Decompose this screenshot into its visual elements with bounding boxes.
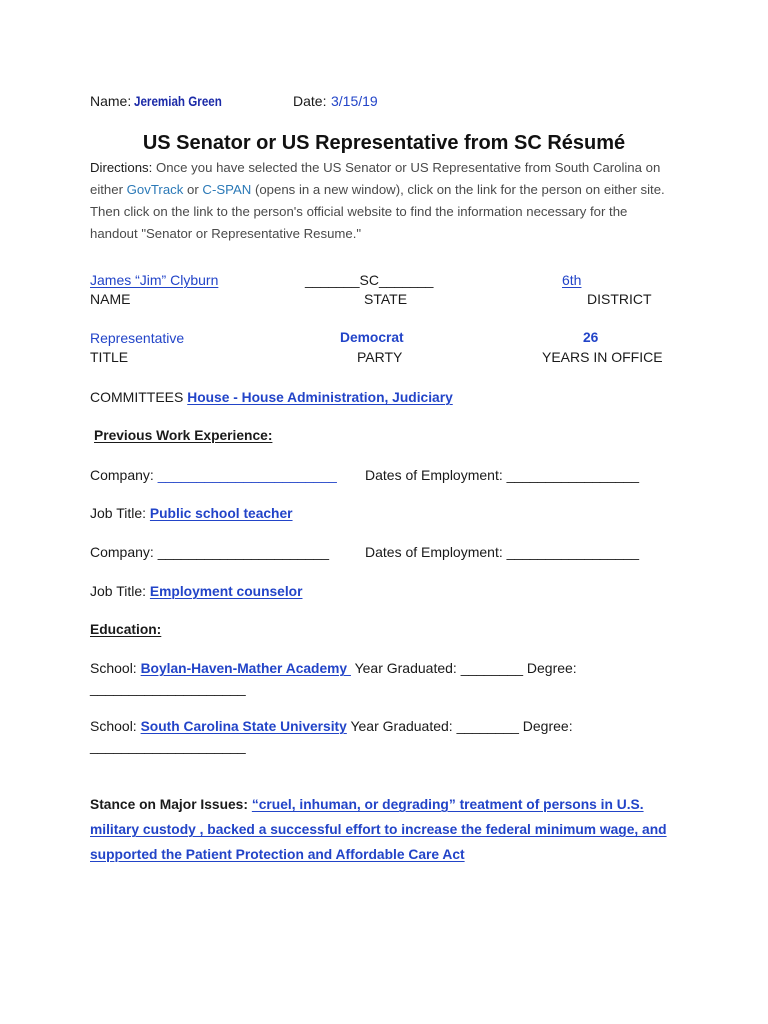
school-label: School: — [90, 718, 137, 734]
date-value: 3/15/19 — [331, 93, 378, 109]
dates-row — [365, 466, 639, 484]
page-title: US Senator or US Representative from SC Résumé — [142, 132, 626, 154]
directions-label: Directions: — [90, 160, 153, 175]
directions-text: or — [187, 182, 199, 197]
job-title-label: Job Title: — [90, 583, 147, 599]
education-heading: Education: — [90, 622, 162, 637]
stance-link[interactable]: supported the Patient Protection and Affordable Care Act — [90, 847, 465, 862]
state-value: _______SC_______ — [305, 272, 434, 288]
party-value: Democrat — [340, 330, 404, 345]
years-field-label: YEARS IN OFFICE — [542, 349, 663, 365]
year-graduated-label: Year Graduated: — [350, 718, 453, 734]
directions-line-4: handout "Senator or Representative Resume." — [90, 226, 362, 241]
year-graduated-blank: ________ — [460, 660, 523, 676]
stance-line-1 — [90, 795, 644, 814]
cspan-link[interactable]: C-SPAN — [202, 182, 252, 197]
school-row — [90, 717, 573, 736]
directions-line-2 — [90, 181, 665, 199]
directions-text: Once you have selected the US Senator or US Representative from South Carolina on — [155, 160, 661, 175]
year-graduated-label: Year Graduated: — [354, 660, 457, 676]
degree-label: Degree: — [522, 718, 573, 734]
year-graduated-blank: ________ — [456, 718, 519, 734]
company-label: Company: — [90, 544, 154, 560]
job-title-link[interactable]: Public school teacher — [149, 506, 293, 521]
party-field-label: PARTY — [357, 349, 403, 365]
dates-label: Dates of Employment: — [365, 467, 503, 483]
directions-line-1 — [90, 159, 660, 177]
years-in-office-value: 26 — [583, 330, 599, 345]
committees-label: COMMITTEES — [90, 389, 184, 405]
school-row — [90, 659, 577, 678]
student-name: Jeremiah Green — [134, 93, 222, 109]
school-label: School: — [90, 660, 137, 676]
representative-name-link[interactable]: James “Jim” Clyburn — [90, 272, 219, 288]
job-title-row — [90, 504, 293, 523]
work-experience-heading: Previous Work Experience: — [94, 428, 273, 443]
committees-row — [90, 388, 453, 407]
stance-label: Stance on Major Issues: — [90, 797, 248, 812]
district-field-label: DISTRICT — [587, 291, 652, 307]
company-row — [90, 543, 329, 561]
job-title-label: Job Title: — [90, 505, 147, 521]
directions-line-3: Then click on the link to the person's official website to find the information necessary for the — [90, 204, 628, 219]
name-field-label: NAME — [90, 291, 131, 307]
stance-link[interactable]: “cruel, inhuman, or degrading” treatment of persons in U.S. — [251, 797, 644, 812]
stance-link[interactable]: military custody , backed a successful effort to increase the federal minimum wage, and — [90, 822, 667, 837]
district-link[interactable]: 6th — [562, 272, 582, 288]
dates-blank: _________________ — [506, 467, 639, 483]
company-blank: _______________________ — [157, 467, 337, 483]
job-title-row — [90, 582, 302, 601]
title-value: Representative — [90, 330, 185, 346]
school-link[interactable]: Boylan-Haven-Mather Academy — [140, 661, 351, 676]
company-row — [90, 466, 337, 484]
degree-label: Degree: — [526, 660, 577, 676]
company-blank: ______________________ — [157, 544, 329, 560]
degree-blank: ____________________ — [90, 680, 246, 696]
committees-link[interactable]: House - House Administration, Judiciary — [187, 390, 453, 405]
name-label: Name: — [90, 93, 132, 109]
job-title-link[interactable]: Employment counselor — [149, 584, 303, 599]
date-label: Date: — [293, 93, 327, 109]
directions-text: (opens in a new window), click on the link for the person on either site. — [254, 182, 665, 197]
company-label: Company: — [90, 467, 154, 483]
dates-blank: _________________ — [506, 544, 639, 560]
title-field-label: TITLE — [90, 349, 129, 365]
state-field-label: STATE — [364, 291, 408, 307]
school-link[interactable]: South Carolina State University — [140, 719, 347, 734]
dates-row — [365, 543, 639, 561]
govtrack-link[interactable]: GovTrack — [126, 182, 184, 197]
directions-text: either — [90, 182, 123, 197]
dates-label: Dates of Employment: — [365, 544, 503, 560]
degree-blank: ____________________ — [90, 738, 246, 754]
